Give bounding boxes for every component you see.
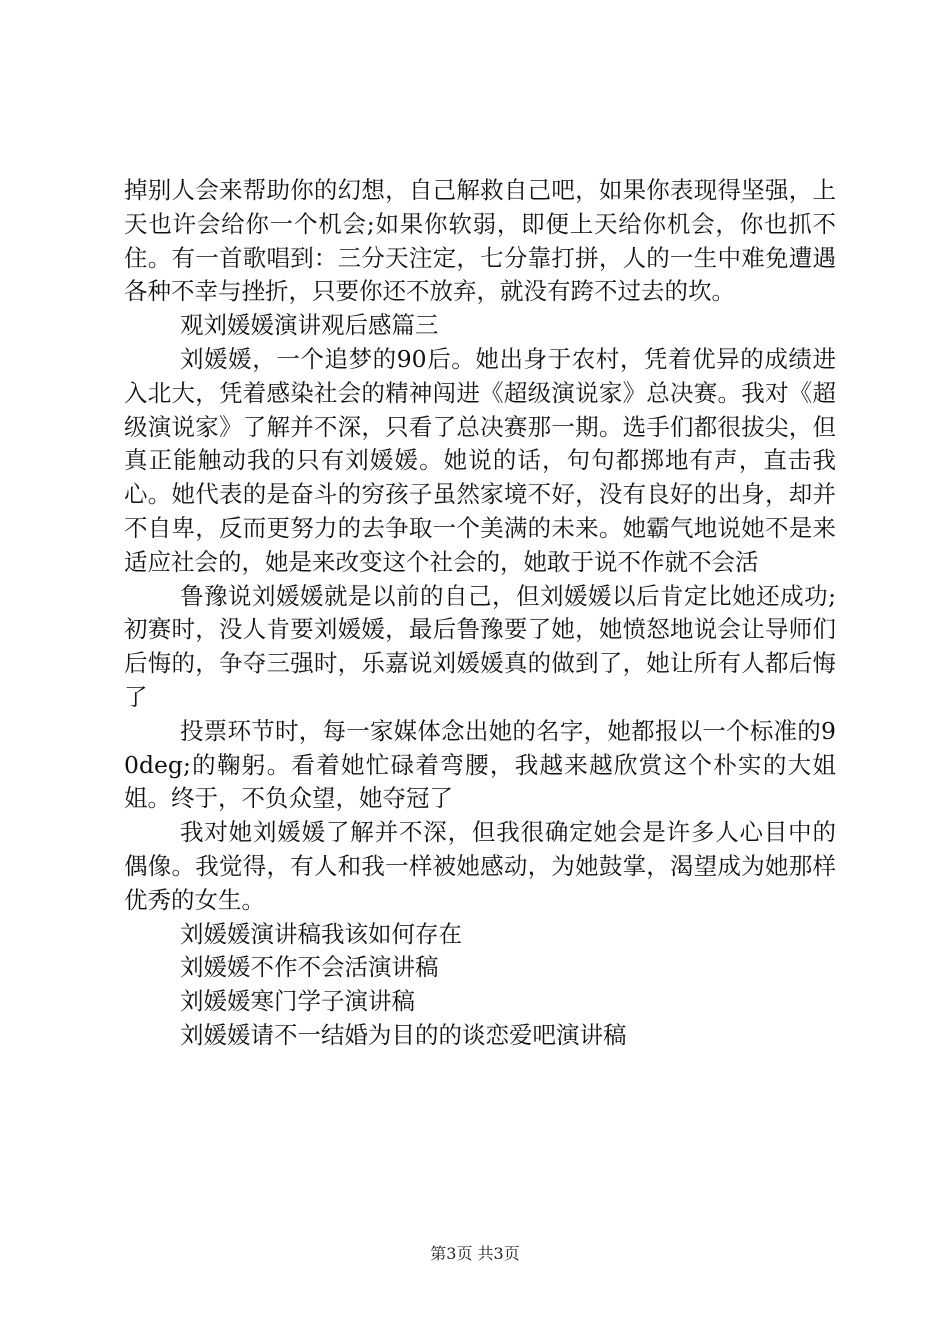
related-title: 刘媛媛演讲稿我该如何存在 — [180, 919, 462, 948]
section-heading: 观刘媛媛演讲观后感篇三 — [180, 311, 439, 340]
paragraph: 刘媛媛，一个追梦的90后。她出身于农村，凭着优异的成绩进入北大，凭着感染社会的精神闯进《超级演说家》总决赛。我对《超级演说家》了解并不深，只看了总决赛那一期。选手们都很拔尖，但真正能触动我的只有刘媛媛。她说的话，句句都掷地有声，直击我心。她代表的是奋斗的穷孩子虽然家境不好，没有良好的出身，却并不自卑，反而更努力的去争取一个美满的未来。她霸气地说她不是来适应社会的，她是来改变这个社会的，她敢于说不作就不会活 — [124, 344, 836, 576]
paragraph-continuation: 掉别人会来帮助你的幻想，自己解救自己吧，如果你表现得坚强，上天也许会给你一个机会;如果你软弱，即便上天给你机会，你也抓不住。有一首歌唱到：三分天注定，七分靠打拼，人的一生中难免遭遇各种不幸与挫折，只要你还不放弃，就没有跨不过去的坎。 — [124, 176, 836, 306]
related-title: 刘媛媛寒门学子演讲稿 — [180, 987, 415, 1016]
related-title: 刘媛媛不作不会活演讲稿 — [180, 953, 439, 982]
paragraph: 我对她刘媛媛了解并不深，但我很确定她会是许多人心目中的偶像。我觉得，有人和我一样被她感动，为她鼓掌，渴望成为她那样优秀的女生。 — [124, 818, 836, 914]
related-title: 刘媛媛请不一结婚为目的的谈恋爱吧演讲稿 — [180, 1020, 627, 1049]
document-body — [124, 174, 836, 1053]
paragraph: 投票环节时，每一家媒体念出她的名字，她都报以一个标准的90deg;的鞠躬。看着她忙碌着弯腰，我越来越欣赏这个朴实的大姐姐。终于，不负众望，她夺冠了 — [124, 716, 836, 813]
paragraph: 鲁豫说刘媛媛就是以前的自己，但刘媛媛以后肯定比她还成功;初赛时，没人肯要刘媛媛，最后鲁豫要了她，她愤怒地说会让导师们后悔的，争夺三强时，乐嘉说刘媛媛真的做到了，她让所有人都后悔了 — [124, 581, 836, 711]
page-number-footer: 第3页 共3页 — [430, 1244, 520, 1263]
